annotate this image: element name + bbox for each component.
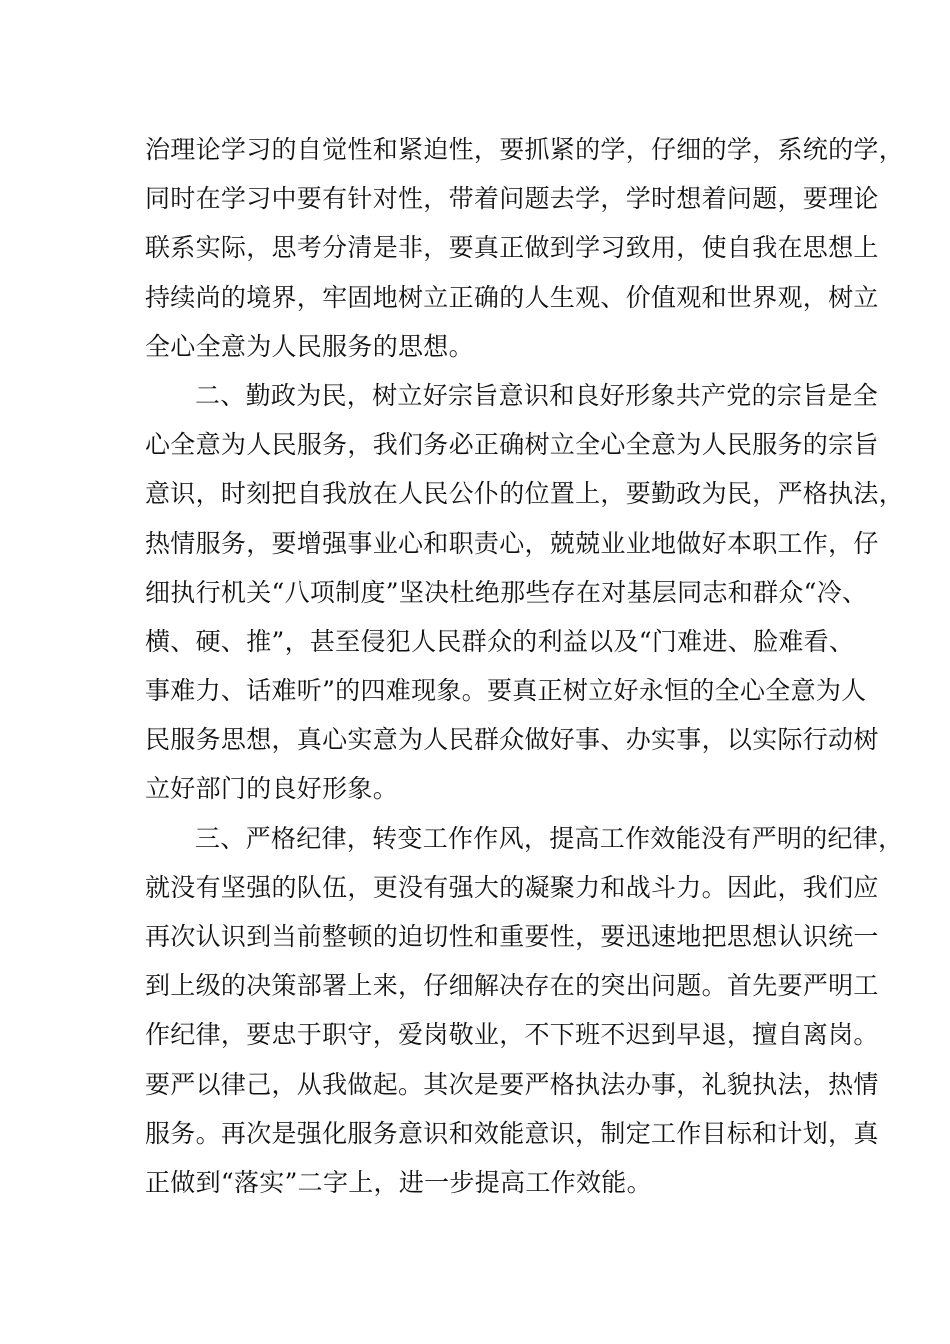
text-line: 横、硬、推”，甚至侵犯人民群众的利益以及“门难进、脸难看、	[145, 626, 855, 656]
paragraph-1	[145, 125, 905, 371]
text-line: 服务。再次是强化服务意识和效能意识，制定工作目标和计划，真	[145, 1118, 879, 1148]
text-line: 就没有坚强的队伍，更没有强大的凝聚力和战斗力。因此，我们应	[145, 872, 879, 902]
text-line: 联系实际，思考分清是非，要真正做到学习致用，使自我在思想上	[145, 233, 879, 263]
text-line: 到上级的决策部署上来，仔细解决存在的突出问题。首先要严明工	[145, 971, 879, 1001]
text-line: 细执行机关“八项制度”坚决杜绝那些存在对基层同志和群众“冷、	[145, 577, 868, 607]
text-line: 持续尚的境界，牢固地树立正确的人生观、价值观和世界观，树立	[145, 282, 879, 312]
text-line: 作纪律，要忠于职守，爱岗敬业，不下班不迟到早退，擅自离岗。	[145, 1020, 879, 1050]
text-line: 同时在学习中要有针对性，带着问题去学，学时想着问题，要理论	[145, 184, 879, 214]
text-line: 治理论学习的自觉性和紧迫性，要抓紧的学，仔细的学，系统的学，	[145, 135, 905, 164]
text-line: 立好部门的良好形象。	[145, 774, 399, 804]
text-line: 全心全意为人民服务的思想。	[145, 331, 474, 361]
text-line: 正做到“落实”二字上，进一步提高工作效能。	[145, 1167, 652, 1197]
document-body	[145, 125, 905, 1207]
text-line: 再次认识到当前整顿的迫切性和重要性，要迅速地把思想认识统一	[145, 922, 879, 951]
paragraph-3	[145, 814, 904, 1208]
text-line: 意识，时刻把自我放在人民公仆的位置上，要勤政为民，严格执法，	[145, 479, 905, 509]
text-line: 心全意为人民服务，我们务必正确树立全心全意为人民服务的宗旨	[145, 430, 879, 460]
text-line: 三、严格纪律，转变工作作风，提高工作效能没有严明的纪律，	[195, 823, 904, 853]
text-line: 民服务思想，真心实意为人民群众做好事、办实事，以实际行动树	[145, 725, 879, 755]
text-line: 事难力、话难听”的四难现象。要真正树立好永恒的全心全意为人	[145, 676, 867, 706]
text-line: 热情服务，要增强事业心和职责心，兢兢业业地做好本职工作，仔	[145, 528, 879, 558]
text-line: 要严以律己，从我做起。其次是要严格执法办事，礼貌执法，热情	[145, 1069, 879, 1099]
paragraph-2	[145, 371, 905, 814]
text-line: 二、勤政为民，树立好宗旨意识和良好形象共产党的宗旨是全	[195, 380, 879, 410]
